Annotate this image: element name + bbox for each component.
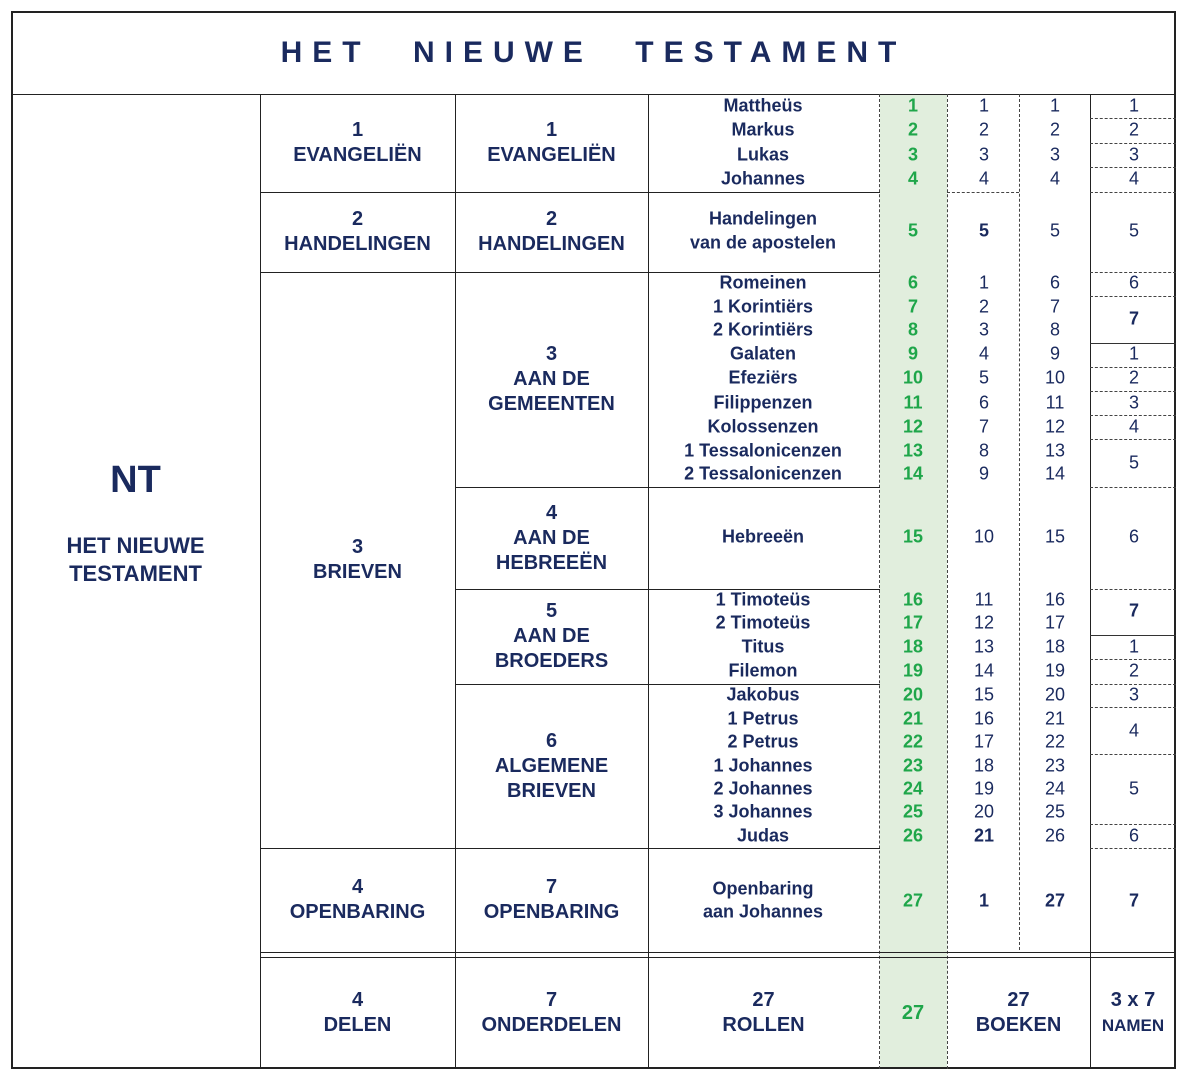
book-count-number: 2 xyxy=(978,119,990,140)
book-name: 1 Tessalonicenzen xyxy=(684,440,842,461)
book-count-number: 6 xyxy=(978,392,990,413)
book-name: Openbaring xyxy=(712,878,814,899)
names-divider xyxy=(1090,192,1176,193)
name-count-number: 2 xyxy=(1128,119,1140,140)
name-count-number: 7 xyxy=(1128,890,1140,911)
book-name: Filemon xyxy=(728,660,798,681)
book-name: Judas xyxy=(736,825,790,846)
book-name: 1 Johannes xyxy=(713,755,813,776)
book-count-number: 18 xyxy=(973,755,995,776)
book-sequence-number: 10 xyxy=(1044,367,1066,388)
book-count-number: 11 xyxy=(974,589,994,610)
name-count-number: 2 xyxy=(1128,660,1140,681)
book-count-number: 16 xyxy=(973,708,995,729)
name-count-number: 5 xyxy=(1128,778,1140,799)
total-namen-label: NAMEN xyxy=(1101,1016,1165,1035)
book-name: Titus xyxy=(741,636,785,657)
names-divider xyxy=(1090,487,1176,488)
subpart-name: HANDELINGEN xyxy=(478,233,625,255)
subpart-number: 7 xyxy=(545,876,558,898)
roll-number: 14 xyxy=(902,463,924,484)
book-name: Jakobus xyxy=(726,684,800,705)
book-count-number: 19 xyxy=(973,778,995,799)
part-cell xyxy=(260,848,455,952)
book-sequence-number: 21 xyxy=(1044,708,1066,729)
book-count-number: 20 xyxy=(973,801,995,822)
book-count-number: 9 xyxy=(978,463,990,484)
book-sequence-number: 11 xyxy=(1045,392,1065,413)
book-count-number: 15 xyxy=(973,684,995,705)
roll-number: 8 xyxy=(907,319,919,340)
book-sequence-number: 17 xyxy=(1044,612,1066,633)
book-count-number: 14 xyxy=(973,660,995,681)
book-sequence-number: 15 xyxy=(1044,526,1066,547)
subpart-name: OPENBARING xyxy=(483,901,620,923)
subpart-name: BRIEVEN xyxy=(507,779,596,802)
book-name: 2 Petrus xyxy=(727,731,799,752)
roll-number: 12 xyxy=(902,416,924,437)
book-count-number: 4 xyxy=(978,168,990,189)
book-name: 2 Korintiërs xyxy=(712,319,814,340)
book-sequence-number: 27 xyxy=(1044,890,1066,911)
book-sequence-number: 3 xyxy=(1049,144,1061,165)
part-number: 3 xyxy=(351,536,364,558)
roll-number: 19 xyxy=(902,660,924,681)
name-count-number: 1 xyxy=(1128,636,1140,657)
total-onderdelen-label: ONDERDELEN xyxy=(481,1014,622,1036)
total-green-number: 27 xyxy=(901,1001,925,1024)
roll-number: 23 xyxy=(902,755,924,776)
total-rollen-label: ROLLEN xyxy=(722,1014,805,1036)
subpart-name: AAN DE xyxy=(513,625,590,647)
total-onderdelen xyxy=(455,957,648,1069)
book-count-number: 8 xyxy=(978,440,990,461)
book-name: 2 Timoteüs xyxy=(715,612,811,633)
part-cell xyxy=(260,192,455,272)
book-name: 3 Johannes xyxy=(713,801,813,822)
name-count-number: 7 xyxy=(1128,308,1140,329)
book-count-number: 5 xyxy=(978,367,990,388)
roll-number: 5 xyxy=(907,220,919,241)
names-divider xyxy=(1090,296,1176,297)
roll-number: 18 xyxy=(902,636,924,657)
column-divider xyxy=(1090,94,1091,1069)
book-name: Filippenzen xyxy=(713,392,813,413)
part-name: OPENBARING xyxy=(289,901,426,923)
book-sequence-number: 12 xyxy=(1044,416,1066,437)
name-count-number: 4 xyxy=(1128,720,1140,741)
book-count-number: 3 xyxy=(978,144,990,165)
book-sequence-number: 18 xyxy=(1044,636,1066,657)
book-name: Romeinen xyxy=(719,272,807,293)
book-count-number: 21 xyxy=(973,825,995,846)
roll-number: 25 xyxy=(902,801,924,822)
subpart-cell xyxy=(455,94,648,192)
roll-number: 3 xyxy=(907,144,919,165)
name-count-number: 2 xyxy=(1128,367,1140,388)
subpart-name: BROEDERS xyxy=(494,650,609,672)
roll-number: 13 xyxy=(902,440,924,461)
total-green xyxy=(879,957,947,1069)
subpart-number: 2 xyxy=(545,208,558,230)
book-name: Efeziërs xyxy=(728,367,798,388)
name-count-number: 5 xyxy=(1128,452,1140,473)
book-sequence-number: 1 xyxy=(1049,95,1061,116)
name-count-number: 1 xyxy=(1128,95,1140,116)
book-sequence-number: 6 xyxy=(1049,272,1061,293)
name-count-number: 6 xyxy=(1128,526,1140,547)
total-rollen xyxy=(648,957,879,1069)
nt-label-line1: HET NIEUWE xyxy=(66,533,205,558)
name-count-number: 1 xyxy=(1128,343,1140,364)
book-name: Galaten xyxy=(729,343,797,364)
page-title: HET NIEUWE TESTAMENT xyxy=(280,35,907,69)
book-count-number: 5 xyxy=(978,220,990,241)
book-count-number: 2 xyxy=(978,296,990,317)
name-count-number: 7 xyxy=(1128,600,1140,621)
names-divider xyxy=(1090,707,1176,708)
roll-number: 21 xyxy=(902,708,924,729)
book-count-number: 1 xyxy=(978,272,990,293)
part-name: BRIEVEN xyxy=(313,561,402,583)
part-name: HANDELINGEN xyxy=(284,233,431,255)
roll-number: 16 xyxy=(902,589,924,610)
subpart-name: AAN DE xyxy=(513,368,590,390)
subpart-name: ALGEMENE xyxy=(494,754,609,777)
book-count-number: 12 xyxy=(973,612,995,633)
part-cell xyxy=(260,272,455,848)
nt-label-line2: TESTAMENT xyxy=(69,561,202,586)
subpart-number: 4 xyxy=(545,501,558,524)
subpart-cell xyxy=(455,589,648,684)
name-count-number: 3 xyxy=(1128,144,1140,165)
roll-number: 22 xyxy=(902,731,924,752)
book-count-number: 13 xyxy=(973,636,995,657)
roll-number: 9 xyxy=(907,343,919,364)
green-band-right-edge xyxy=(947,94,948,1069)
book-name: Hebreeën xyxy=(721,526,805,547)
name-count-number: 6 xyxy=(1128,272,1140,293)
roll-number: 2 xyxy=(907,119,919,140)
book-count-number: 1 xyxy=(978,890,990,911)
roll-number: 1 xyxy=(907,95,919,116)
book-sequence-number: 2 xyxy=(1049,119,1061,140)
book-count-number: 4 xyxy=(978,343,990,364)
subpart-cell xyxy=(455,272,648,487)
book-sequence-number: 16 xyxy=(1044,589,1066,610)
part-number: 4 xyxy=(351,876,364,898)
book-name: Johannes xyxy=(720,168,806,189)
book-count-number: 17 xyxy=(973,731,995,752)
book-sequence-number: 8 xyxy=(1049,319,1061,340)
subpart-name: EVANGELIËN xyxy=(487,144,616,166)
names-divider xyxy=(1090,848,1176,849)
book-name: Lukas xyxy=(736,144,790,165)
book-count-number: 3 xyxy=(978,319,990,340)
names-divider xyxy=(1090,439,1176,440)
subpart-cell xyxy=(455,192,648,272)
total-boeken-label: BOEKEN xyxy=(975,1014,1062,1036)
name-count-number: 3 xyxy=(1128,684,1140,705)
book-sequence-number: 9 xyxy=(1049,343,1061,364)
subpart-name: GEMEENTEN xyxy=(488,393,615,415)
inner-dashed-divider xyxy=(1019,94,1020,950)
subpart-number: 1 xyxy=(545,119,558,141)
roll-number: 24 xyxy=(902,778,924,799)
green-band-left-edge xyxy=(879,94,880,1069)
nt-abbr: NT xyxy=(110,459,161,501)
roll-number: 15 xyxy=(902,526,924,547)
totals-divider-top xyxy=(260,952,1176,953)
subpart-number: 5 xyxy=(545,600,558,622)
total-boeken xyxy=(947,957,1090,1069)
book-name: 1 Timoteüs xyxy=(715,589,811,610)
roll-number: 27 xyxy=(902,890,924,911)
part-number: 2 xyxy=(351,208,364,230)
total-boeken-number: 27 xyxy=(1007,989,1030,1011)
subpart-cell xyxy=(455,848,648,952)
book-sequence-number: 19 xyxy=(1044,660,1066,681)
total-namen-number: 3 x 7 xyxy=(1110,989,1156,1011)
book-sequence-number: 26 xyxy=(1044,825,1066,846)
roll-number: 10 xyxy=(902,367,924,388)
total-delen-number: 4 xyxy=(351,989,364,1011)
roll-number: 7 xyxy=(907,296,919,317)
total-namen xyxy=(1090,957,1176,1069)
book-sequence-number: 20 xyxy=(1044,684,1066,705)
total-delen-label: DELEN xyxy=(323,1014,392,1036)
subpart-number: 6 xyxy=(545,729,558,752)
roll-number: 20 xyxy=(902,684,924,705)
book-sequence-number: 25 xyxy=(1044,801,1066,822)
total-onderdelen-number: 7 xyxy=(545,989,558,1011)
book-name: Kolossenzen xyxy=(707,416,819,437)
roll-number: 4 xyxy=(907,168,919,189)
book-sequence-number: 22 xyxy=(1044,731,1066,752)
roll-number: 11 xyxy=(903,392,923,413)
book-count-number: 7 xyxy=(978,416,990,437)
book-name: Markus xyxy=(731,119,795,140)
book-name: aan Johannes xyxy=(702,901,824,922)
names-divider xyxy=(1090,754,1176,755)
name-count-number: 3 xyxy=(1128,392,1140,413)
names-divider xyxy=(1090,589,1176,590)
book-name: 1 Korintiërs xyxy=(712,296,814,317)
subpart-cell xyxy=(455,684,648,848)
nt-cell xyxy=(11,94,260,952)
book-name: Handelingen xyxy=(708,208,818,229)
book-sequence-number: 4 xyxy=(1049,168,1061,189)
name-count-number: 4 xyxy=(1128,416,1140,437)
total-rollen-number: 27 xyxy=(752,989,775,1011)
book-name: 2 Tessalonicenzen xyxy=(684,463,842,484)
part-name: EVANGELIËN xyxy=(293,144,422,166)
book-sequence-number: 13 xyxy=(1044,440,1066,461)
book-name: 2 Johannes xyxy=(713,778,813,799)
book-sequence-number: 14 xyxy=(1044,463,1066,484)
subpart-number: 3 xyxy=(545,343,558,365)
book-name: Mattheüs xyxy=(723,95,803,116)
part-cell xyxy=(260,94,455,192)
name-count-number: 6 xyxy=(1128,825,1140,846)
roll-number: 17 xyxy=(902,612,924,633)
subpart-name: AAN DE xyxy=(513,526,590,549)
column-divider xyxy=(648,94,649,1069)
book-name: van de apostelen xyxy=(689,232,837,253)
book-name: 1 Petrus xyxy=(727,708,799,729)
name-count-number: 5 xyxy=(1128,220,1140,241)
book-sequence-number: 23 xyxy=(1044,755,1066,776)
roll-number: 26 xyxy=(902,825,924,846)
roll-number: 6 xyxy=(907,272,919,293)
book-count-number: 10 xyxy=(973,526,995,547)
book-sequence-number: 24 xyxy=(1044,778,1066,799)
subpart-cell xyxy=(455,487,648,589)
book-sequence-number: 7 xyxy=(1049,296,1061,317)
part-number: 1 xyxy=(351,119,364,141)
book-sequence-number: 5 xyxy=(1049,220,1061,241)
total-delen xyxy=(260,957,455,1069)
subpart-name: HEBREEËN xyxy=(495,551,608,574)
name-count-number: 4 xyxy=(1128,168,1140,189)
row-divider xyxy=(947,192,1019,193)
book-count-number: 1 xyxy=(978,95,990,116)
